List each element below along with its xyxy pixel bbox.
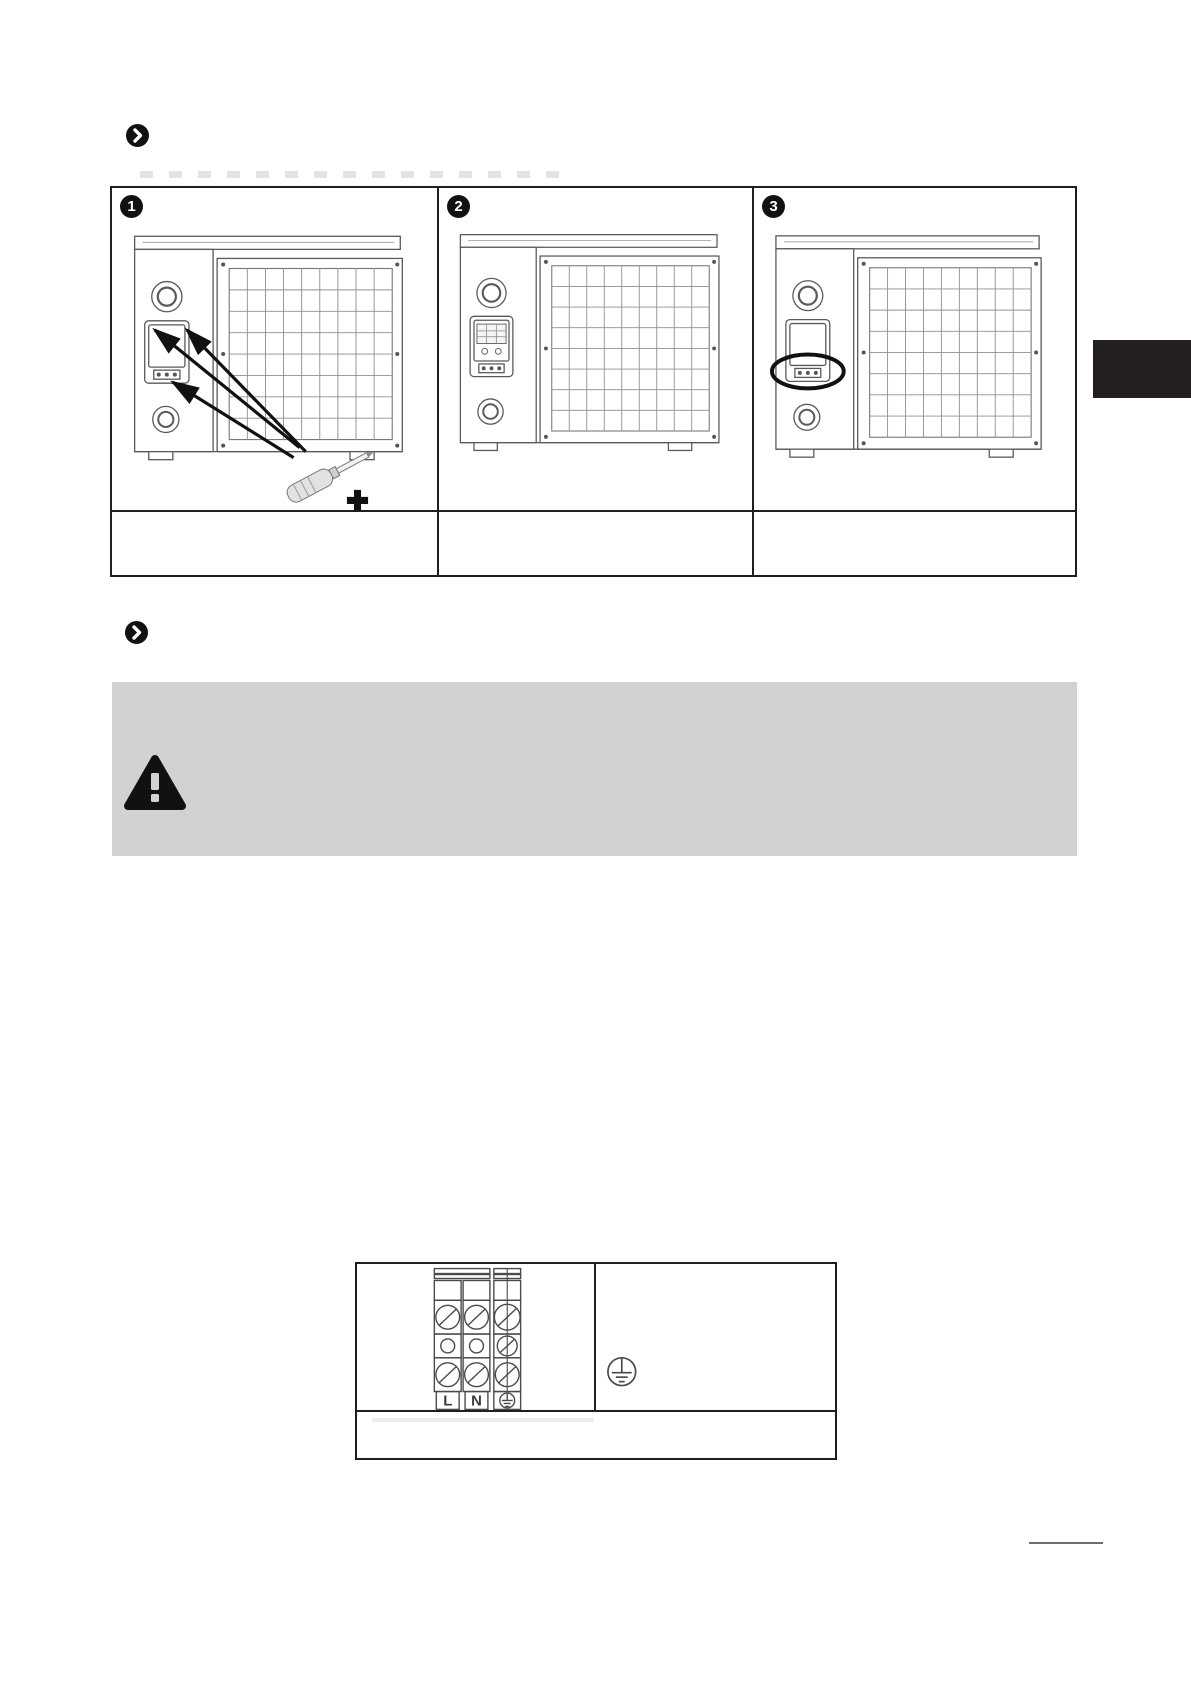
warning-triangle-icon <box>124 754 186 812</box>
terminal-block-drawing <box>357 1264 594 1410</box>
figure-cell-3 <box>754 188 1075 510</box>
terminal-label-line: L <box>443 1393 453 1410</box>
step-number-badge: 1 <box>120 195 143 218</box>
terminal-block-cell <box>357 1264 596 1410</box>
footer-page-rule <box>1029 1542 1103 1544</box>
heat-pump-drawing-step1 <box>112 188 437 510</box>
faint-scan-artifact <box>140 171 562 178</box>
heat-pump-drawing-step3 <box>754 188 1075 510</box>
figure-caption-2 <box>439 510 754 575</box>
terminal-label-neutral: N <box>471 1393 482 1410</box>
step-number-badge: 2 <box>447 195 470 218</box>
heat-pump-drawing-step2 <box>439 188 752 510</box>
figure-steps-table <box>110 186 1077 577</box>
faint-scan-artifact <box>372 1418 594 1422</box>
chevron-right-bullet-icon <box>125 621 148 644</box>
terminal-table-caption <box>357 1410 835 1458</box>
chevron-right-bullet-icon <box>126 124 149 147</box>
protective-earth-icon <box>596 1264 835 1410</box>
figure-cell-2 <box>439 188 754 510</box>
chapter-side-tab <box>1093 340 1191 398</box>
warning-note-box <box>112 682 1077 856</box>
step-number-badge: 3 <box>762 195 785 218</box>
figure-cell-1 <box>112 188 439 510</box>
figure-caption-3 <box>754 510 1075 575</box>
figure-caption-1 <box>112 510 439 575</box>
terminal-wiring-table <box>355 1262 837 1460</box>
earth-symbol-cell <box>596 1264 835 1410</box>
